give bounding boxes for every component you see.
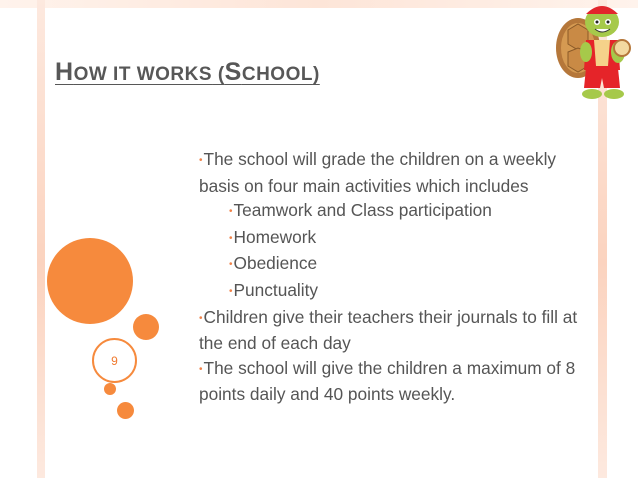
turtle-mascot-icon xyxy=(548,0,634,102)
bullet-icon: • xyxy=(199,155,203,166)
bullet-icon: • xyxy=(199,312,203,324)
sub-bullet-item: •Teamwork and Class participation xyxy=(229,200,492,221)
slide-title: HOW IT WORKS (SCHOOL) xyxy=(55,58,320,86)
bullet-item: •The school will give the children a maximum of 8 points daily and 40 points weekly. xyxy=(199,357,576,405)
bullet-icon: • xyxy=(229,259,233,271)
slide-body xyxy=(199,147,579,407)
page-number: 9 xyxy=(111,353,118,368)
left-decor-stripe xyxy=(37,0,45,478)
top-decor-band xyxy=(0,0,638,8)
decor-circle-medium xyxy=(133,314,159,340)
page-number-badge xyxy=(92,338,137,383)
bullet-icon: • xyxy=(229,232,233,244)
bullet-icon: • xyxy=(229,206,233,218)
decor-circle-small-2 xyxy=(117,402,134,419)
decor-circle-large xyxy=(47,238,133,324)
sub-bullet-item: •Punctuality xyxy=(229,279,319,300)
sub-bullet-item: •Homework xyxy=(229,226,317,247)
sub-bullet-item: •Obedience xyxy=(229,253,318,274)
bullet-item: •The school will grade the children on a weekly basis on four main activities which includes xyxy=(199,149,557,196)
bullet-icon: • xyxy=(199,363,203,375)
bullet-item: •Children give their teachers their journals to fill at the end of each day xyxy=(199,306,578,354)
decor-circle-small xyxy=(104,383,116,395)
bullet-icon: • xyxy=(229,285,233,297)
